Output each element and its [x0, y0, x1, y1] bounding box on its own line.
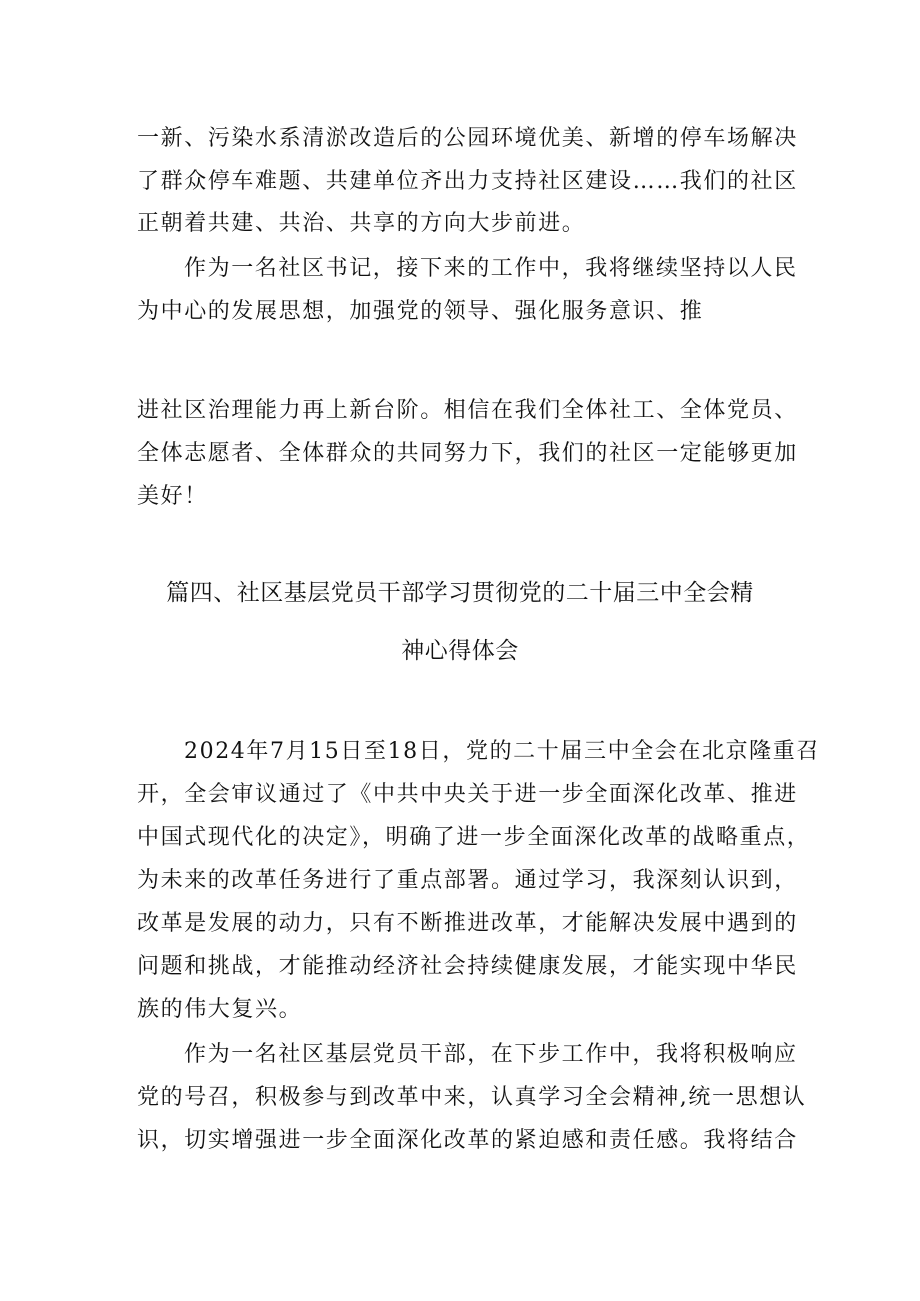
paragraph-line: 了群众停车难题、共建单位齐出力支持社区建设……我们的社区: [137, 169, 798, 194]
paragraph-line: 为中心的发展思想，加强党的领导、强化服务意识、推: [137, 299, 704, 324]
paragraph-line: 进社区治理能力再上新台阶。相信在我们全体社工、全体党员、: [137, 398, 798, 423]
paragraph-line: 作为一名社区书记，接下来的工作中，我将继续坚持以人民: [184, 256, 798, 281]
paragraph-line: 改革是发展的动力，只有不断推进改革，才能解决发展中遇到的: [137, 911, 798, 936]
section-heading: 篇四、社区基层党员干部学习贯彻党的二十届三中全会精: [166, 580, 754, 606]
paragraph-line: 问题和挑战，才能推动经济社会持续健康发展，才能实现中华民: [137, 954, 798, 979]
paragraph-line: 全体志愿者、全体群众的共同努力下，我们的社区一定能够更加: [137, 441, 798, 466]
paragraph-line: 2024年7月15日至18日，党的二十届三中全会在北京隆重召: [184, 739, 820, 764]
section-heading: 神心得体会: [401, 638, 519, 664]
paragraph-line: 党的号召，积极参与到改革中来，认真学习全会精神,统一思想认: [137, 1085, 807, 1110]
paragraph-line: 美好！: [137, 484, 208, 509]
paragraph-line: 为未来的改革任务进行了重点部署。通过学习，我深刻认识到，: [137, 868, 798, 893]
paragraph-line: 中国式现代化的决定》，明确了进一步全面深化改革的战略重点，: [137, 825, 811, 850]
paragraph-line: 正朝着共建、共治、共享的方向大步前进。: [137, 211, 586, 236]
paragraph-line: 识，切实增强进一步全面深化改革的紧迫感和责任感。我将结合: [137, 1128, 798, 1153]
paragraph-line: 开，全会审议通过了《中共中央关于进一步全面深化改革、推进: [137, 782, 798, 807]
paragraph-line: 一新、污染水系清淤改造后的公园环境优美、新增的停车场解决: [137, 126, 798, 151]
paragraph-line: 作为一名社区基层党员干部，在下步工作中，我将积极响应: [184, 1042, 798, 1067]
paragraph-line: 族的伟大复兴。: [137, 997, 303, 1022]
